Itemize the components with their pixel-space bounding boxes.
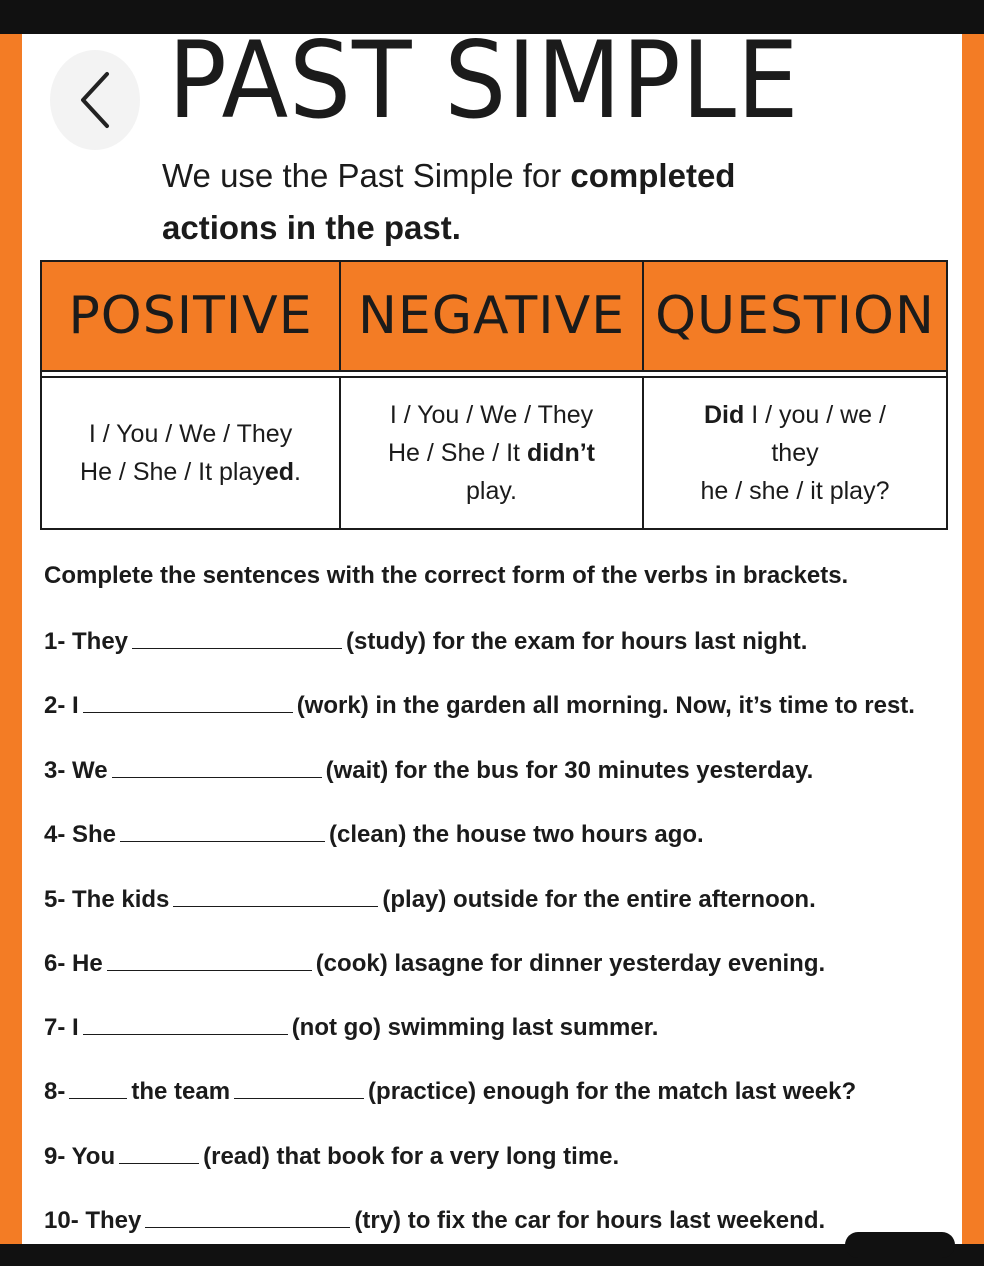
question-auxiliary: Did bbox=[703, 401, 745, 429]
exercise-middle: the team bbox=[131, 1078, 231, 1105]
exercise-prefix: 6- He bbox=[44, 950, 103, 977]
answer-blank[interactable] bbox=[69, 1078, 127, 1099]
exercise-suffix: (read) that book for a very long time. bbox=[203, 1143, 620, 1170]
answer-blank[interactable] bbox=[234, 1078, 364, 1099]
intro-bold: completed actions in the past. bbox=[162, 157, 736, 246]
header-negative: NEGATIVE bbox=[340, 261, 643, 371]
cell-question bbox=[643, 377, 947, 529]
answer-blank[interactable] bbox=[173, 886, 378, 907]
exercise-prefix: 2- I bbox=[44, 692, 79, 719]
negative-line1: I / You / We / They bbox=[389, 401, 594, 429]
exercise-item bbox=[44, 692, 915, 720]
exercise-prefix: 4- She bbox=[44, 821, 117, 848]
exercise-prefix: 7- I bbox=[44, 1014, 79, 1041]
header-positive: POSITIVE bbox=[41, 261, 340, 371]
chevron-left-icon bbox=[75, 68, 115, 132]
answer-blank[interactable] bbox=[107, 950, 312, 971]
question-line1: I / you / we / bbox=[744, 401, 886, 429]
exercise-item bbox=[44, 757, 813, 785]
instruction-text: Complete the sentences with the correct form of the verbs in brackets. bbox=[44, 562, 849, 589]
negative-auxiliary: didn’t bbox=[526, 439, 595, 467]
exercise-prefix: 10- They bbox=[44, 1207, 142, 1234]
question-line3: he / she / it play? bbox=[700, 477, 890, 505]
exercise-prefix: 5- The kids bbox=[44, 886, 170, 913]
exercise-suffix: (try) to fix the car for hours last weekend. bbox=[354, 1207, 826, 1234]
positive-line1: I / You / We / They bbox=[88, 420, 293, 448]
answer-blank[interactable] bbox=[83, 1014, 288, 1035]
cell-positive bbox=[41, 377, 340, 529]
intro-text bbox=[162, 150, 802, 254]
exercise-suffix: (not go) swimming last summer. bbox=[291, 1014, 659, 1041]
positive-period: . bbox=[294, 458, 301, 486]
answer-blank[interactable] bbox=[83, 692, 293, 713]
exercise-item bbox=[44, 950, 825, 978]
exercise-suffix: (play) outside for the entire afternoon. bbox=[382, 886, 816, 913]
positive-line2: He / She / It play bbox=[80, 458, 265, 486]
grammar-table bbox=[40, 260, 948, 530]
exercise-prefix: 8- bbox=[44, 1078, 66, 1105]
exercise-suffix: (wait) for the bus for 30 minutes yesterday. bbox=[325, 757, 814, 784]
answer-blank[interactable] bbox=[132, 628, 342, 649]
exercise-prefix: 3- We bbox=[44, 757, 108, 784]
page-title: PAST SIMPLE bbox=[168, 19, 800, 142]
exercise-item bbox=[44, 1014, 658, 1042]
exercise-suffix: (work) in the garden all morning. Now, it’s time to rest. bbox=[296, 692, 915, 719]
exercise-item bbox=[44, 1207, 825, 1235]
exercise-suffix: (study) for the exam for hours last night. bbox=[346, 628, 808, 655]
exercise-item bbox=[44, 821, 704, 849]
exercise-suffix: (cook) lasagne for dinner yesterday evening. bbox=[315, 950, 826, 977]
answer-blank[interactable] bbox=[119, 1143, 199, 1164]
exercise-prefix: 9- You bbox=[44, 1143, 116, 1170]
bottom-bar bbox=[0, 1244, 984, 1266]
header-question: QUESTION bbox=[643, 261, 947, 371]
positive-ending: ed bbox=[264, 458, 295, 486]
exercise-suffix: (clean) the house two hours ago. bbox=[329, 821, 704, 848]
exercise-prefix: 1- They bbox=[44, 628, 129, 655]
exercise-suffix: (practice) enough for the match last week? bbox=[368, 1078, 857, 1105]
answer-blank[interactable] bbox=[112, 757, 322, 778]
cell-negative bbox=[340, 377, 643, 529]
exercise-item bbox=[44, 628, 807, 656]
answer-blank[interactable] bbox=[145, 1207, 350, 1228]
negative-line3: play. bbox=[466, 477, 517, 505]
intro-plain: We use the Past Simple for bbox=[162, 157, 571, 194]
back-button[interactable] bbox=[50, 50, 140, 150]
answer-blank[interactable] bbox=[120, 821, 325, 842]
exercise-item bbox=[44, 1143, 619, 1171]
exercise-item bbox=[44, 1078, 856, 1106]
negative-line2: He / She / It bbox=[388, 439, 527, 467]
question-line2: they bbox=[771, 439, 819, 467]
home-indicator[interactable] bbox=[845, 1232, 955, 1258]
exercise-item bbox=[44, 886, 816, 914]
